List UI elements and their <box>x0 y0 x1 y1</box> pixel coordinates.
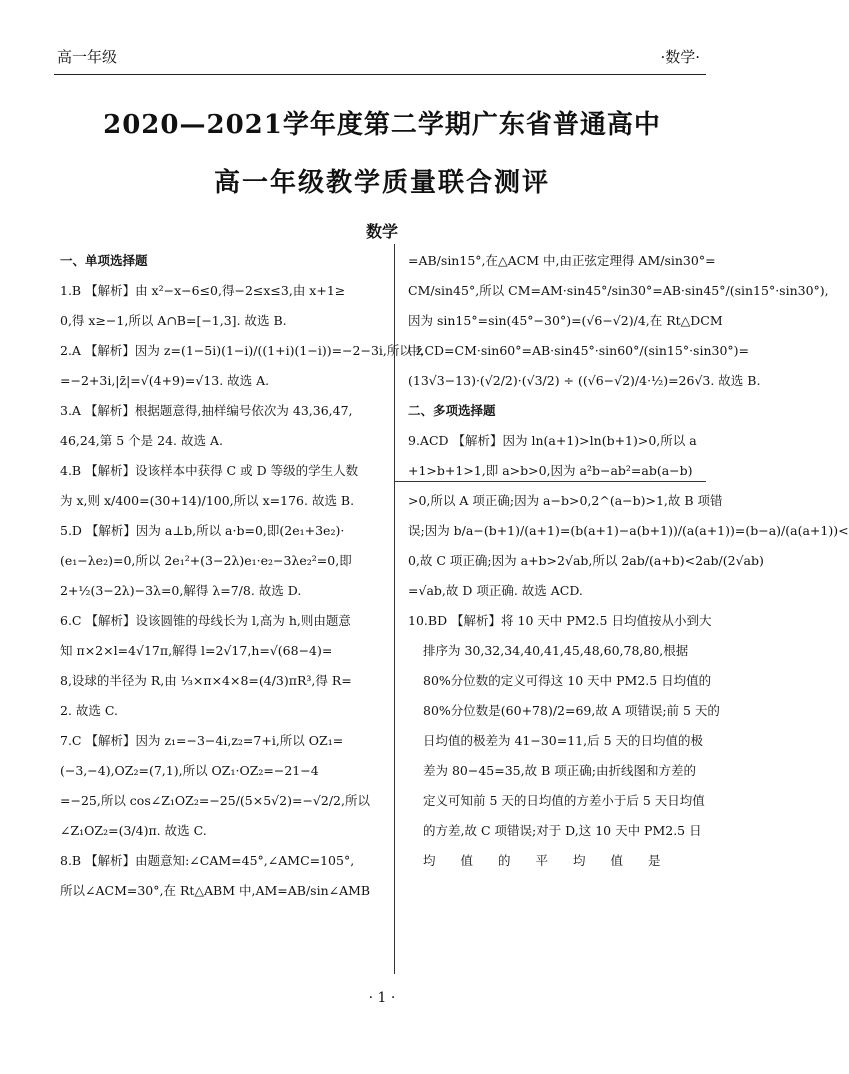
text-line: =√ab,故 D 项正确. 故选 ACD. <box>408 583 583 598</box>
subject-heading: 数学 <box>365 222 398 241</box>
text-line: 4.B 【解析】设该样本中获得 C 或 D 等级的学生人数 <box>60 463 359 478</box>
text-line: 6.C 【解析】设该圆锥的母线长为 l,高为 h,则由题意 <box>60 613 351 628</box>
text-line: 因为 sin15°=sin(45°−30°)=(√6−√2)/4,在 Rt△DCM <box>408 313 723 328</box>
right-column <box>408 246 849 876</box>
text-line: 0,得 x≥−1,所以 A∩B=[−1,3]. 故选 B. <box>60 313 287 328</box>
text-line: 定义可知前 5 天的日均值的方差小于后 5 天日均值 <box>423 793 705 808</box>
section-heading: 二、多项选择题 <box>408 403 496 418</box>
text-line: 2. 故选 C. <box>60 703 118 718</box>
text-line: 误;因为 b/a−(b+1)/(a+1)=(b(a+1)−a(b+1))/(a(a+1))=(b−a)/(a(a+1))< <box>408 523 849 538</box>
text-line: 2.A 【解析】因为 z=(1−5i)(1−i)/((1+i)(1−i))=−2−3i,所以 z̄ <box>60 343 423 358</box>
text-line: =−25,所以 cos∠Z₁OZ₂=−25/(5×5√2)=−√2/2,所以 <box>60 793 370 808</box>
text-line: 10.BD 【解析】将 10 天中 PM2.5 日均值按从小到大 <box>408 613 712 628</box>
text-line: >0,所以 A 项正确;因为 a−b>0,2^(a−b)>1,故 B 项错 <box>408 493 723 508</box>
left-column <box>60 246 423 906</box>
text-line: 差为 80−45=35,故 B 项正确;由折线图和方差的 <box>423 763 696 778</box>
text-line: 46,24,第 5 个是 24. 故选 A. <box>60 433 223 448</box>
text-line: =AB/sin15°,在△ACM 中,由正弦定理得 AM/sin30°= <box>408 253 716 268</box>
text-line: 8,设球的半径为 R,由 ⅓×π×4×8=(4/3)πR³,得 R= <box>60 673 352 688</box>
header-subject: ·数学· <box>660 48 700 66</box>
text-line: =−2+3i,|z̄|=√(4+9)=√13. 故选 A. <box>60 373 270 388</box>
header-grade: 高一年级 <box>57 48 118 66</box>
text-line: ∠Z₁OZ₂=(3/4)π. 故选 C. <box>60 823 207 838</box>
text-line: 0,故 C 项正确;因为 a+b>2√ab,所以 2ab/(a+b)<2ab/(2√ab) <box>408 553 764 568</box>
text-line: (13√3−13)·(√2/2)·(√3/2) ÷ ((√6−√2)/4·½)=26√3. 故选 B. <box>408 373 761 388</box>
text-line: 80%分位数是(60+78)/2=69,故 A 项错误;前 5 天的 <box>423 703 720 718</box>
text-line: 9.ACD 【解析】因为 ln(a+1)>ln(b+1)>0,所以 a <box>408 433 697 448</box>
text-line: 8.B 【解析】由题意知:∠CAM=45°,∠AMC=105°, <box>60 853 355 868</box>
text-line: 2+½(3−2λ)−3λ=0,解得 λ=7/8. 故选 D. <box>60 583 302 598</box>
header-divider <box>54 74 706 75</box>
text-line: 知 π×2×l=4√17π,解得 l=2√17,h=√(68−4)= <box>60 643 333 658</box>
page-number: · 1 · <box>368 990 396 1006</box>
text-line: (e₁−λe₂)=0,所以 2e₁²+(3−2λ)e₁·e₂−3λe₂²=0,即 <box>60 553 352 568</box>
section-heading: 一、单项选择题 <box>60 253 148 268</box>
text-line: 为 x,则 x/400=(30+14)/100,所以 x=176. 故选 B. <box>60 493 355 508</box>
text-line: 均 值 的 平 均 值 是 <box>423 853 661 868</box>
text-line: 中,CD=CM·sin60°=AB·sin45°·sin60°/(sin15°·sin30°)= <box>408 343 750 358</box>
text-line: (−3,−4),OZ₂=(7,1),所以 OZ₁·OZ₂=−21−4 <box>60 763 319 778</box>
text-line: 日均值的极差为 41−30=11,后 5 天的日均值的极 <box>423 733 704 748</box>
text-line: 排序为 30,32,34,40,41,45,48,60,78,80,根据 <box>423 643 689 658</box>
document-title-line1: 2020—2021学年度第二学期广东省普通高中 <box>103 110 661 140</box>
text-line: 80%分位数的定义可得这 10 天中 PM2.5 日均值的 <box>423 673 712 688</box>
text-line: 3.A 【解析】根据题意得,抽样编号依次为 43,36,47, <box>60 403 353 418</box>
text-line: 的方差,故 C 项错误;对于 D,这 10 天中 PM2.5 日 <box>423 823 702 838</box>
text-line: 7.C 【解析】因为 z₁=−3−4i,z₂=7+i,所以 OZ₁= <box>60 733 344 748</box>
text-line: 所以∠ACM=30°,在 Rt△ABM 中,AM=AB/sin∠AMB <box>60 883 371 898</box>
document-title-line2: 高一年级教学质量联合测评 <box>213 168 550 198</box>
text-line: 1.B 【解析】由 x²−x−6≤0,得−2≤x≤3,由 x+1≥ <box>60 283 346 298</box>
text-line: +1>b+1>1,即 a>b>0,因为 a²b−ab²=ab(a−b) <box>408 463 693 478</box>
text-line: CM/sin45°,所以 CM=AM·sin45°/sin30°=AB·sin45°/(sin15°·sin30°), <box>408 283 829 298</box>
text-line: 5.D 【解析】因为 a⊥b,所以 a·b=0,即(2e₁+3e₂)· <box>60 523 345 538</box>
